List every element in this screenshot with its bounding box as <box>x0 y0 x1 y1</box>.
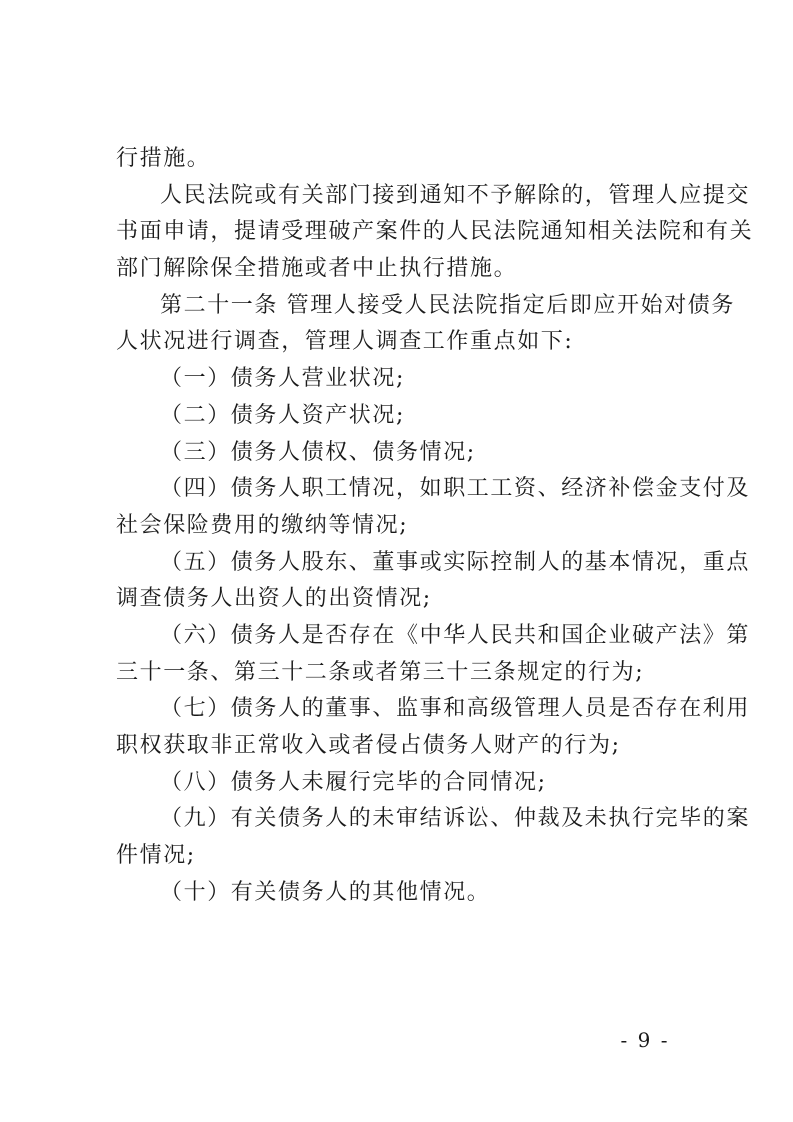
text-line: 部门解除保全措施或者中止执行措施。 <box>116 256 518 282</box>
list-item: （四）债务人职工情况，如职工工资、经济补偿金支付及 <box>160 476 751 502</box>
list-item: （六）债务人是否存在《中华人民共和国企业破产法》第 <box>160 622 751 648</box>
list-item: （七）债务人的董事、监事和高级管理人员是否存在利用 <box>160 696 751 722</box>
list-item: （八）债务人未履行完毕的合同情况; <box>160 769 547 795</box>
text-line: 三十一条、第三十二条或者第三十三条规定的行为; <box>116 659 645 685</box>
text-line: 书面申请，提请受理破产案件的人民法院通知相关法院和有关 <box>116 219 754 245</box>
page-number: - 9 - <box>620 1028 670 1052</box>
text-line: 调查债务人出资人的出资情况; <box>116 586 432 612</box>
text-line: 人状况进行调查，管理人调查工作重点如下: <box>116 329 574 355</box>
list-item: （九）有关债务人的未审结诉讼、仲裁及未执行完毕的案 <box>160 806 751 832</box>
list-item: （十）有关债务人的其他情况。 <box>160 879 491 905</box>
article-heading-line: 第二十一条 管理人接受人民法院指定后即应开始对债务 <box>160 292 735 318</box>
body-text <box>116 141 754 911</box>
text-line: 件情况; <box>116 843 196 869</box>
list-item: （二）债务人资产状况; <box>160 402 406 428</box>
text-line: 行措施。 <box>116 146 211 171</box>
list-item: （五）债务人股东、董事或实际控制人的基本情况，重点 <box>160 549 751 575</box>
list-item: （一）债务人营业状况; <box>160 366 406 392</box>
text-line: 职权获取非正常收入或者侵占债务人财产的行为; <box>116 733 621 758</box>
text-line: 人民法院或有关部门接到通知不予解除的，管理人应提交 <box>160 182 751 208</box>
text-line: 社会保险费用的缴纳等情况; <box>116 512 409 538</box>
list-item: （三）债务人债权、债务情况; <box>160 439 476 465</box>
